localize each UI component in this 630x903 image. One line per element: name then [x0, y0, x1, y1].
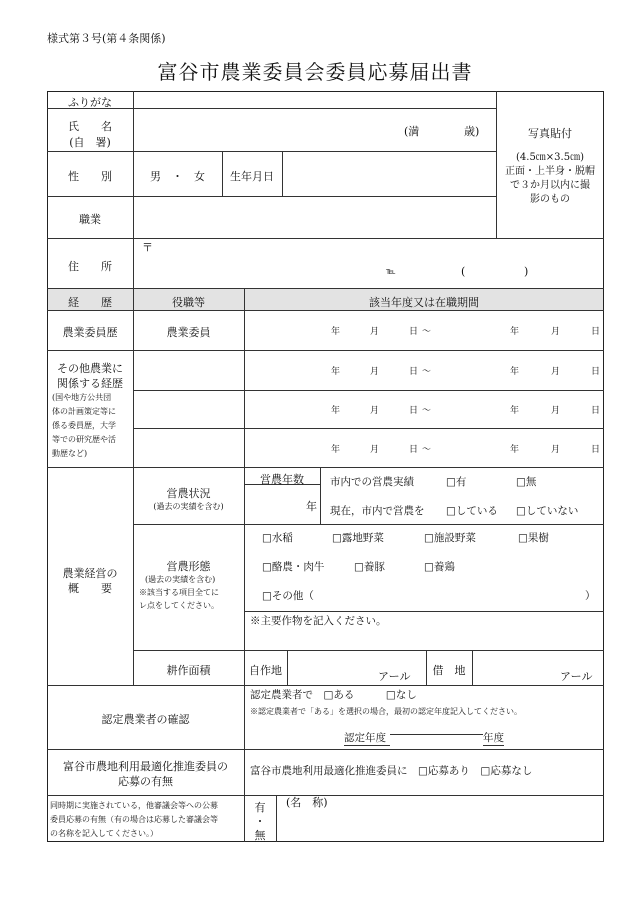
- rule: [47, 350, 604, 351]
- note-line: の名称を記入してください。）: [50, 829, 158, 838]
- month-unit: 月: [370, 367, 380, 377]
- note-line: 動歴など): [52, 449, 88, 458]
- day-unit: 日: [409, 367, 419, 377]
- dob-label: 生年月日: [230, 170, 274, 183]
- certified-year-label: 認定年度: [344, 733, 390, 746]
- form-number: 様式第３号(第４条関係): [47, 32, 166, 45]
- gender-value: 男 ・ 女: [150, 170, 205, 183]
- rule: [133, 390, 604, 391]
- tilde: ～: [422, 327, 432, 337]
- month-unit: 月: [370, 445, 380, 455]
- career-head-period: 該当年度又は在職期間: [369, 296, 479, 309]
- year-unit: 年: [331, 327, 341, 337]
- rule: [133, 428, 604, 429]
- tel-close: ): [524, 265, 529, 278]
- city-record-yes-checkbox[interactable]: □有: [446, 476, 467, 488]
- photo-title: 写真貼付: [528, 127, 572, 140]
- month-unit: 月: [551, 406, 561, 416]
- committee-history-label: 農業委員歴: [62, 326, 118, 339]
- committee-history-role: 農業委員: [166, 326, 211, 339]
- cultivated-area-label: 耕作面積: [166, 664, 211, 677]
- gender-label: 性 別: [68, 170, 112, 183]
- month-unit: 月: [551, 445, 561, 455]
- current-farming-label: 現在，市内で営農を: [330, 505, 425, 517]
- rule: [47, 749, 604, 750]
- own-land-unit: アール: [378, 670, 411, 683]
- other-career-label: その他農業に: [57, 362, 123, 375]
- rule: [47, 288, 604, 289]
- month-unit: 月: [551, 327, 561, 337]
- furigana-label: ふりがな: [68, 96, 112, 109]
- note-line: (過去の実績を含む): [145, 575, 216, 584]
- certified-farmer-label: 認定農業者の確認: [101, 713, 190, 726]
- other-council-dot: ・: [254, 815, 266, 828]
- city-record-label: 市内での営農実績: [330, 476, 414, 488]
- year-unit: 年: [510, 367, 520, 377]
- age-close: 歳): [464, 125, 480, 138]
- year-unit: 年: [510, 327, 520, 337]
- career-head-role: 役職等: [172, 296, 205, 309]
- farming-status-title: 営農状況: [166, 487, 211, 500]
- year-unit: 年: [331, 367, 341, 377]
- note-line: 委員応募の有無（有の場合は応募した審議会等: [50, 815, 218, 824]
- note-line: 係る委員歴，大学: [52, 421, 116, 430]
- rule: [47, 238, 604, 239]
- type-checkbox-greenhouse-vegetables[interactable]: □施設野菜: [424, 532, 476, 544]
- rule: [287, 650, 288, 685]
- certified-year-unit: 年度: [483, 732, 504, 744]
- certified-farmer-note: ※認定農業者で「ある」を選択の場合，最初の認定年度記入してください。: [250, 707, 522, 716]
- type-other-close: ）: [585, 590, 596, 602]
- tel-open: (: [461, 265, 466, 278]
- other-council-yes[interactable]: 有: [254, 801, 266, 814]
- day-unit: 日: [591, 445, 601, 455]
- day-unit: 日: [409, 406, 419, 416]
- day-unit: 日: [591, 367, 601, 377]
- rented-land-label: 借 地: [432, 664, 466, 677]
- type-checkbox-fruit[interactable]: □果樹: [518, 532, 549, 544]
- farming-overview-label: 概 要: [68, 582, 112, 595]
- rule: [47, 685, 604, 686]
- main-crops-note: ※主要作物を記入ください。: [250, 615, 387, 627]
- year-unit: 年: [331, 406, 341, 416]
- day-unit: 日: [409, 327, 419, 337]
- certified-year-blank[interactable]: [390, 733, 483, 735]
- name-label: 氏 名: [68, 120, 112, 133]
- type-checkbox-open-vegetables[interactable]: □露地野菜: [332, 532, 384, 544]
- address-label: 住 所: [68, 260, 112, 273]
- day-unit: 日: [591, 327, 601, 337]
- photo-note: (4.5㎝×3.5㎝) 正面・上半身・脱帽 で３か月以内に撮 影のもの: [505, 152, 595, 205]
- day-unit: 日: [591, 406, 601, 416]
- signature-label: (自 署): [69, 136, 111, 149]
- promotion-committee-label: 応募の有無: [118, 775, 173, 788]
- type-checkbox-dairy-beef[interactable]: □酪農・肉牛: [262, 561, 325, 573]
- day-unit: 日: [409, 445, 419, 455]
- own-land-label: 自作地: [249, 664, 282, 677]
- note-line: レ点をしてください。: [139, 601, 219, 610]
- rule: [47, 310, 604, 311]
- note-line: 体の計画策定等に: [52, 407, 116, 416]
- year-unit: 年: [331, 445, 341, 455]
- month-unit: 月: [370, 327, 380, 337]
- job-label: 職業: [79, 213, 101, 226]
- other-council-no[interactable]: 無: [254, 829, 266, 842]
- rule: [133, 650, 604, 651]
- type-checkbox-poultry[interactable]: □養鶏: [424, 561, 455, 573]
- month-unit: 月: [551, 367, 561, 377]
- note-line: 同時期に実施されている，他審議会等への公募: [50, 801, 218, 810]
- rule: [282, 151, 283, 196]
- tel-label: ℡: [386, 267, 396, 277]
- current-farming-no-checkbox[interactable]: □していない: [516, 505, 579, 517]
- rule: [47, 196, 496, 197]
- certified-farmer-line[interactable]: 認定農業者で □ある □なし: [250, 689, 417, 701]
- note-line: ※該当する項目全てに: [139, 588, 219, 597]
- age-open: (満: [404, 125, 420, 138]
- career-head-label: 経 歴: [68, 296, 112, 309]
- other-career-label: 関係する経歴: [57, 377, 123, 390]
- note-line: (国や地方公共団: [52, 393, 112, 402]
- farming-years-label: 営農年数: [260, 473, 304, 486]
- year-unit: 年: [510, 445, 520, 455]
- rule: [320, 467, 321, 524]
- postal-mark: 〒: [142, 241, 153, 254]
- farming-type-title: 営農形態: [166, 560, 211, 573]
- rule: [472, 650, 473, 685]
- farming-overview-label: 農業経営の: [62, 567, 118, 580]
- document-title: 富谷市農業委員会委員応募届出書: [157, 60, 473, 84]
- rule: [47, 151, 496, 152]
- rented-land-unit: アール: [560, 670, 593, 683]
- rule: [276, 795, 277, 842]
- tilde: ～: [422, 445, 432, 455]
- rule: [244, 611, 604, 612]
- promotion-committee-label: 富谷市農地利用最適化推進委員の: [63, 760, 228, 773]
- rule: [133, 524, 604, 525]
- current-farming-yes-checkbox[interactable]: □している: [446, 505, 498, 517]
- type-checkbox-rice[interactable]: □水稲: [262, 532, 293, 544]
- other-council-name-label: (名 称): [286, 796, 328, 809]
- promotion-committee-line[interactable]: 富谷市農地利用最適化推進委員に □応募あり □応募なし: [250, 765, 533, 777]
- tilde: ～: [422, 406, 432, 416]
- type-checkbox-other[interactable]: □その他（: [262, 590, 314, 602]
- rule: [47, 467, 604, 468]
- note-line: 等での研究歴や活: [52, 435, 116, 444]
- month-unit: 月: [370, 406, 380, 416]
- city-record-no-checkbox[interactable]: □無: [516, 476, 537, 488]
- farming-status-note: (過去の実績を含む): [153, 502, 224, 511]
- year-unit: 年: [510, 406, 520, 416]
- farming-years-unit: 年: [306, 500, 317, 513]
- tilde: ～: [422, 367, 432, 377]
- type-checkbox-pig[interactable]: □養豚: [354, 561, 385, 573]
